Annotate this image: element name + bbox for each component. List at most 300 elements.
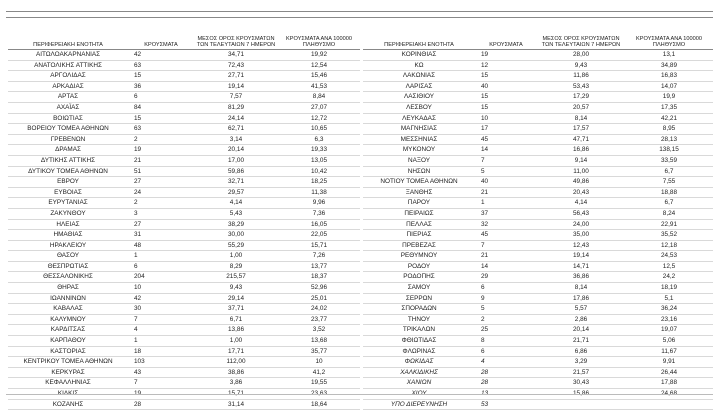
cell-avg-7-days: 17,57: [537, 124, 625, 135]
cell-cases: 15: [128, 113, 194, 124]
cell-region: ΜΥΚΟΝΟΥ: [363, 145, 475, 156]
table-row: [8, 314, 360, 325]
cell-cases: 9: [475, 293, 537, 304]
cell-cases: 15: [475, 102, 537, 113]
table-row: [363, 81, 713, 92]
cell-cases: 5: [475, 304, 537, 315]
table-row: [8, 251, 360, 262]
cell-region: ΡΟΔΟΥ: [363, 261, 475, 272]
cell-per-100k: 12,54: [278, 60, 360, 71]
cell-avg-7-days: 31,14: [194, 399, 278, 410]
table-row: [363, 314, 713, 325]
cell-cases: 32: [475, 219, 537, 230]
cell-avg-7-days: 13,86: [194, 325, 278, 336]
cell-per-100k: 6,7: [625, 166, 713, 177]
cell-per-100k: 13,77: [278, 261, 360, 272]
cell-cases: 12: [475, 60, 537, 71]
table-row: [8, 304, 360, 315]
cell-cases: 4: [128, 325, 194, 336]
table-row: [363, 325, 713, 336]
cell-region: ΔΡΑΜΑΣ: [8, 145, 128, 156]
cell-cases: 2: [475, 314, 537, 325]
table-row: [8, 145, 360, 156]
cell-cases: 6: [475, 283, 537, 294]
cell-per-100k: 18,64: [278, 399, 360, 410]
cell-region: ΕΥΡΥΤΑΝΙΑΣ: [8, 198, 128, 209]
table-row: [363, 177, 713, 188]
cell-cases: 40: [475, 177, 537, 188]
cell-cases: 10: [475, 113, 537, 124]
header-cases-per-100k: ΚΡΟΥΣΜΑΤΑ ΑΝΑ 100000 ΠΛΗΘΥΣΜΟ: [625, 24, 713, 50]
cell-cases: 51: [128, 166, 194, 177]
header-region: ΠΕΡΙΦΕΡΕΙΑΚΗ ΕΝΟΤΗΤΑ: [8, 24, 128, 50]
cell-per-100k: 13,1: [625, 50, 713, 61]
cell-per-100k: 19,92: [278, 50, 360, 61]
bottom-rule: [6, 394, 713, 395]
cell-avg-7-days: 72,43: [194, 60, 278, 71]
table-row: [8, 71, 360, 82]
cell-per-100k: 16,83: [625, 71, 713, 82]
cell-avg-7-days: 12,43: [537, 240, 625, 251]
cell-avg-7-days: 8,14: [537, 283, 625, 294]
cell-per-100k: 8,24: [625, 208, 713, 219]
left-header-row: [8, 24, 360, 50]
cell-per-100k: 16,05: [278, 219, 360, 230]
cell-cases: 19: [475, 50, 537, 61]
cell-cases: 36: [128, 81, 194, 92]
table-row: [363, 304, 713, 315]
cell-region: ΔΥΤΙΚΗΣ ΑΤΤΙΚΗΣ: [8, 155, 128, 166]
cell-region: ΡΟΔΟΠΗΣ: [363, 272, 475, 283]
cell-cases: 15: [475, 71, 537, 82]
table-row: [363, 336, 713, 347]
cell-region: ΠΕΛΛΑΣ: [363, 219, 475, 230]
cell-avg-7-days: 7,57: [194, 92, 278, 103]
cell-region: ΓΡΕΒΕΝΩΝ: [8, 134, 128, 145]
cell-avg-7-days: 6,86: [537, 346, 625, 357]
cell-cases: 18: [128, 346, 194, 357]
table-row: [363, 346, 713, 357]
table-row: [8, 357, 360, 368]
cell-per-100k: 8,84: [278, 92, 360, 103]
cell-avg-7-days: 37,71: [194, 304, 278, 315]
cell-region: ΧΑΝΙΩΝ: [363, 378, 475, 389]
cell-cases: 63: [128, 60, 194, 71]
cell-per-100k: 41,2: [278, 367, 360, 378]
table-row: [8, 177, 360, 188]
table-row: [363, 219, 713, 230]
cell-per-100k: 18,37: [278, 272, 360, 283]
cell-region: ΦΩΚΙΔΑΣ: [363, 357, 475, 368]
table-row: [363, 251, 713, 262]
left-table-body: [8, 50, 360, 410]
table-row: [363, 198, 713, 209]
cell-avg-7-days: 47,71: [537, 134, 625, 145]
cell-avg-7-days: 17,00: [194, 155, 278, 166]
cell-per-100k: 19,9: [625, 92, 713, 103]
cell-region: ΣΑΜΟΥ: [363, 283, 475, 294]
cell-avg-7-days: 8,29: [194, 261, 278, 272]
header-region: ΠΕΡΙΦΕΡΕΙΑΚΗ ΕΝΟΤΗΤΑ: [363, 24, 475, 50]
table-row: [8, 378, 360, 389]
table-row: [8, 60, 360, 71]
cell-region: ΒΟΡΕΙΟΥ ΤΟΜΕΑ ΑΘΗΝΩΝ: [8, 124, 128, 135]
cell-cases: 84: [128, 102, 194, 113]
table-row: [363, 272, 713, 283]
table-row: [8, 230, 360, 241]
cell-cases: 27: [128, 177, 194, 188]
cell-cases: 2: [128, 134, 194, 145]
cell-cases: 28: [475, 378, 537, 389]
cell-cases: 24: [128, 187, 194, 198]
cell-avg-7-days: 35,00: [537, 230, 625, 241]
cell-avg-7-days: 62,71: [194, 124, 278, 135]
cell-avg-7-days: 21,71: [537, 336, 625, 347]
cell-per-100k: 138,15: [625, 145, 713, 156]
cell-per-100k: 14,07: [625, 81, 713, 92]
cell-region: ΚΕΦΑΛΛΗΝΙΑΣ: [8, 378, 128, 389]
cell-avg-7-days: 9,14: [537, 155, 625, 166]
cell-region: ΑΝΑΤΟΛΙΚΗΣ ΑΤΤΙΚΗΣ: [8, 60, 128, 71]
cell-region: ΘΑΣΟΥ: [8, 251, 128, 262]
table-row: [363, 357, 713, 368]
cell-cases: 40: [475, 81, 537, 92]
cell-per-100k: 42,21: [625, 113, 713, 124]
cell-region: ΛΑΡΙΣΑΣ: [363, 81, 475, 92]
cell-cases: 204: [128, 272, 194, 283]
header-cases: ΚΡΟΥΣΜΑΤΑ: [128, 24, 194, 50]
cell-cases: 2: [128, 198, 194, 209]
cell-per-100k: 13,68: [278, 336, 360, 347]
cell-avg-7-days: 30,43: [537, 378, 625, 389]
cell-per-100k: 7,26: [278, 251, 360, 262]
cell-per-100k: 5,1: [625, 293, 713, 304]
table-row: [8, 240, 360, 251]
cell-avg-7-days: 17,86: [537, 293, 625, 304]
table-row: [8, 346, 360, 357]
cell-per-100k: 22,91: [625, 219, 713, 230]
cell-avg-7-days: 9,43: [194, 283, 278, 294]
cell-per-100k: 23,16: [625, 314, 713, 325]
cell-avg-7-days: 29,14: [194, 293, 278, 304]
cell-region: ΠΕΙΡΑΙΩΣ: [363, 208, 475, 219]
table-row: [8, 367, 360, 378]
cell-per-100k: 25,01: [278, 293, 360, 304]
cell-avg-7-days: 59,86: [194, 166, 278, 177]
cell-avg-7-days: 20,43: [537, 187, 625, 198]
cell-cases: 6: [475, 346, 537, 357]
cell-avg-7-days: 5,57: [537, 304, 625, 315]
cell-region: ΔΥΤΙΚΟΥ ΤΟΜΕΑ ΑΘΗΝΩΝ: [8, 166, 128, 177]
cell-region: ΙΩΑΝΝΙΝΩΝ: [8, 293, 128, 304]
cell-avg-7-days: 14,71: [537, 261, 625, 272]
cell-region: ΜΑΓΝΗΣΙΑΣ: [363, 124, 475, 135]
cell-per-100k: 19,55: [278, 378, 360, 389]
cell-avg-7-days: 56,43: [537, 208, 625, 219]
cell-region: ΤΡΙΚΑΛΩΝ: [363, 325, 475, 336]
cell-cases: 5: [475, 166, 537, 177]
cell-cases: 3: [128, 208, 194, 219]
cell-per-100k: 11,67: [625, 346, 713, 357]
cell-per-100k: 18,19: [625, 283, 713, 294]
right-header-row: [363, 24, 713, 50]
cell-per-100k: 24,53: [625, 251, 713, 262]
cell-avg-7-days: 1,00: [194, 251, 278, 262]
table-row: [8, 166, 360, 177]
table-row: [8, 325, 360, 336]
cell-region: ΚΑΛΥΜΝΟΥ: [8, 314, 128, 325]
cell-cases: 6: [128, 261, 194, 272]
cell-avg-7-days: 3,29: [537, 357, 625, 368]
cell-region: ΕΒΡΟΥ: [8, 177, 128, 188]
cell-region: ΚΕΝΤΡΙΚΟΥ ΤΟΜΕΑ ΑΘΗΝΩΝ: [8, 357, 128, 368]
cell-region: ΚΑΡΔΙΤΣΑΣ: [8, 325, 128, 336]
table-row: [8, 272, 360, 283]
cell-cases: 42: [128, 50, 194, 61]
table-row: [8, 113, 360, 124]
cell-cases: 25: [475, 325, 537, 336]
cell-region: ΜΕΣΣΗΝΙΑΣ: [363, 134, 475, 145]
cell-avg-7-days: 24,00: [537, 219, 625, 230]
cell-region: ΘΕΣΠΡΩΤΙΑΣ: [8, 261, 128, 272]
cell-per-100k: 12,5: [625, 261, 713, 272]
cell-region: ΞΑΝΘΗΣ: [363, 187, 475, 198]
cell-per-100k: 10,65: [278, 124, 360, 135]
cell-avg-7-days: 11,86: [537, 71, 625, 82]
cell-per-100k: 15,46: [278, 71, 360, 82]
cell-region: ΒΟΙΩΤΙΑΣ: [8, 113, 128, 124]
cell-cases: 1: [475, 198, 537, 209]
table-row: [8, 261, 360, 272]
cell-cases: 21: [475, 187, 537, 198]
cell-per-100k: 24,2: [625, 272, 713, 283]
cell-region: ΑΙΤΩΛΟΑΚΑΡΝΑΝΙΑΣ: [8, 50, 128, 61]
table-row: [8, 198, 360, 209]
cell-cases: 21: [128, 155, 194, 166]
cell-avg-7-days: 34,71: [194, 50, 278, 61]
table-row: [8, 92, 360, 103]
cell-per-100k: 33,59: [625, 155, 713, 166]
cell-region: ΧΑΛΚΙΔΙΚΗΣ: [363, 367, 475, 378]
left-cases-table: [8, 24, 360, 410]
cell-avg-7-days: 4,14: [537, 198, 625, 209]
cell-avg-7-days: 29,57: [194, 187, 278, 198]
cell-region: ΗΛΕΙΑΣ: [8, 219, 128, 230]
cell-cases: 28: [128, 399, 194, 410]
cell-region: ΑΡΓΟΛΙΔΑΣ: [8, 71, 128, 82]
cell-region: ΘΕΣΣΑΛΟΝΙΚΗΣ: [8, 272, 128, 283]
table-row: [363, 261, 713, 272]
cell-region: ΦΛΩΡΙΝΑΣ: [363, 346, 475, 357]
top-rule: [6, 11, 713, 12]
cell-per-100k: 5,06: [625, 336, 713, 347]
table-row: [8, 219, 360, 230]
cell-cases: 1: [128, 336, 194, 347]
cell-cases: 21: [475, 251, 537, 262]
cell-region: ΕΥΒΟΙΑΣ: [8, 187, 128, 198]
cell-per-100k: 52,96: [278, 283, 360, 294]
cell-per-100k: 34,89: [625, 60, 713, 71]
cell-per-100k: 36,24: [625, 304, 713, 315]
cell-cases: 42: [128, 293, 194, 304]
cell-avg-7-days: 112,00: [194, 357, 278, 368]
cell-per-100k: 19,07: [625, 325, 713, 336]
cell-region: ΗΡΑΚΛΕΙΟΥ: [8, 240, 128, 251]
cell-region: ΛΕΣΒΟΥ: [363, 102, 475, 113]
table-row: [363, 50, 713, 61]
table-row: [363, 92, 713, 103]
table-row: [363, 166, 713, 177]
cell-avg-7-days: 5,43: [194, 208, 278, 219]
cell-avg-7-days: 8,14: [537, 113, 625, 124]
cell-avg-7-days: 32,71: [194, 177, 278, 188]
header-cases-per-100k: ΚΡΟΥΣΜΑΤΑ ΑΝΑ 100000 ΠΛΗΘΥΣΜΟ: [278, 24, 360, 50]
table-row: [8, 336, 360, 347]
cell-avg-7-days: 20,14: [537, 325, 625, 336]
cell-region: ΖΑΚΥΝΘΟΥ: [8, 208, 128, 219]
header-cases: ΚΡΟΥΣΜΑΤΑ: [475, 24, 537, 50]
cell-region: ΗΜΑΘΙΑΣ: [8, 230, 128, 241]
cell-per-100k: 9,96: [278, 198, 360, 209]
cell-region: ΚΑΣΤΟΡΙΑΣ: [8, 346, 128, 357]
table-row: [363, 60, 713, 71]
cell-avg-7-days: 38,29: [194, 219, 278, 230]
cell-per-100k: 19,33: [278, 145, 360, 156]
table-row: [363, 208, 713, 219]
table-row: [363, 155, 713, 166]
cell-region: ΚΑΒΑΛΑΣ: [8, 304, 128, 315]
cell-per-100k: 7,36: [278, 208, 360, 219]
cell-per-100k: 6,3: [278, 134, 360, 145]
cell-per-100k: 15,71: [278, 240, 360, 251]
header-avg-7-days: ΜΕΣΟΣ ΟΡΟΣ ΚΡΟΥΣΜΑΤΩΝ ΤΩΝ ΤΕΛΕΥΤΑΙΩΝ 7 ΗΜΕΡΩΝ: [194, 24, 278, 50]
cell-per-100k: 9,91: [625, 357, 713, 368]
cell-per-100k: 23,77: [278, 314, 360, 325]
cell-region: ΦΘΙΩΤΙΔΑΣ: [363, 336, 475, 347]
cell-avg-7-days: 28,00: [537, 50, 625, 61]
cell-cases: 37: [475, 208, 537, 219]
cell-per-100k: 41,53: [278, 81, 360, 92]
cell-per-100k: 35,52: [625, 230, 713, 241]
table-row: [8, 134, 360, 145]
cell-region: ΠΑΡΟΥ: [363, 198, 475, 209]
cell-region: ΚΟΖΑΝΗΣ: [8, 399, 128, 410]
cell-per-100k: 10,42: [278, 166, 360, 177]
cell-cases: 63: [128, 124, 194, 135]
cell-avg-7-days: 81,29: [194, 102, 278, 113]
cell-avg-7-days: 21,57: [537, 367, 625, 378]
cell-per-100k: 26,44: [625, 367, 713, 378]
cell-per-100k: 24,02: [278, 304, 360, 315]
cell-avg-7-days: 9,43: [537, 60, 625, 71]
cell-per-100k: 8,95: [625, 124, 713, 135]
cell-cases: 31: [128, 230, 194, 241]
cell-avg-7-days: 36,86: [537, 272, 625, 283]
header-avg-7-days: ΜΕΣΟΣ ΟΡΟΣ ΚΡΟΥΣΜΑΤΩΝ ΤΩΝ ΤΕΛΕΥΤΑΙΩΝ 7 ΗΜΕΡΩΝ: [537, 24, 625, 50]
table-row: [363, 367, 713, 378]
cell-region: ΑΡΤΑΣ: [8, 92, 128, 103]
cell-per-100k: 18,88: [625, 187, 713, 198]
cell-region: ΛΕΥΚΑΔΑΣ: [363, 113, 475, 124]
cell-avg-7-days: 3,14: [194, 134, 278, 145]
cell-per-100k: 35,77: [278, 346, 360, 357]
cell-region: ΝΗΣΩΝ: [363, 166, 475, 177]
cell-cases: 103: [128, 357, 194, 368]
table-row: [8, 187, 360, 198]
cell-avg-7-days: 49,86: [537, 177, 625, 188]
cell-avg-7-days: 38,86: [194, 367, 278, 378]
table-row: [8, 81, 360, 92]
table-row: [363, 378, 713, 389]
cell-cases: 43: [128, 367, 194, 378]
left-table-section: [8, 24, 360, 410]
top-rule-second: [6, 17, 713, 18]
cell-cases: 14: [475, 261, 537, 272]
cell-per-100k: 3,52: [278, 325, 360, 336]
table-row: [363, 240, 713, 251]
cell-region: ΚΩ: [363, 60, 475, 71]
cell-per-100k: 13,05: [278, 155, 360, 166]
cell-cases: 45: [475, 134, 537, 145]
cell-avg-7-days: 19,14: [537, 251, 625, 262]
cell-avg-7-days: 6,71: [194, 314, 278, 325]
cell-avg-7-days: 24,14: [194, 113, 278, 124]
cell-per-100k: 22,05: [278, 230, 360, 241]
cell-avg-7-days: 30,00: [194, 230, 278, 241]
cell-cases: 27: [128, 219, 194, 230]
cell-cases: 19: [128, 145, 194, 156]
cell-region: ΚΑΡΠΑΘΟΥ: [8, 336, 128, 347]
table-row: [8, 50, 360, 61]
cell-region: ΥΠΟ ΔΙΕΡΕΥΝΗΣΗ: [363, 399, 475, 410]
cell-avg-7-days: 20,57: [537, 102, 625, 113]
table-row: [8, 283, 360, 294]
cell-cases: 4: [475, 357, 537, 368]
cell-per-100k: 12,18: [625, 240, 713, 251]
cell-avg-7-days: 3,86: [194, 378, 278, 389]
table-row: [8, 102, 360, 113]
cell-per-100k: 10: [278, 357, 360, 368]
cell-region: ΘΗΡΑΣ: [8, 283, 128, 294]
cell-region: ΣΕΡΡΩΝ: [363, 293, 475, 304]
cell-cases: 7: [128, 314, 194, 325]
cell-region: ΤΗΝΟΥ: [363, 314, 475, 325]
table-row: [363, 113, 713, 124]
cell-avg-7-days: 1,00: [194, 336, 278, 347]
cell-cases: 6: [128, 92, 194, 103]
cell-cases: 7: [128, 378, 194, 389]
cell-cases: 7: [475, 240, 537, 251]
table-row: [363, 230, 713, 241]
table-row: [363, 124, 713, 135]
cell-cases: 10: [128, 283, 194, 294]
cell-cases: 30: [128, 304, 194, 315]
cell-region: ΝΑΞΟΥ: [363, 155, 475, 166]
cell-region: ΛΑΣΙΘΙΟΥ: [363, 92, 475, 103]
cell-avg-7-days: 55,29: [194, 240, 278, 251]
table-row: [8, 208, 360, 219]
cell-avg-7-days: 4,14: [194, 198, 278, 209]
cell-region: ΑΧΑΪΑΣ: [8, 102, 128, 113]
cell-per-100k: 7,55: [625, 177, 713, 188]
table-row: [363, 283, 713, 294]
cell-region: ΛΑΚΩΝΙΑΣ: [363, 71, 475, 82]
cell-cases: 15: [128, 71, 194, 82]
cell-region: ΝΟΤΙΟΥ ΤΟΜΕΑ ΑΘΗΝΩΝ: [363, 177, 475, 188]
table-row: [363, 145, 713, 156]
cell-avg-7-days: 17,71: [194, 346, 278, 357]
cell-per-100k: 17,88: [625, 378, 713, 389]
